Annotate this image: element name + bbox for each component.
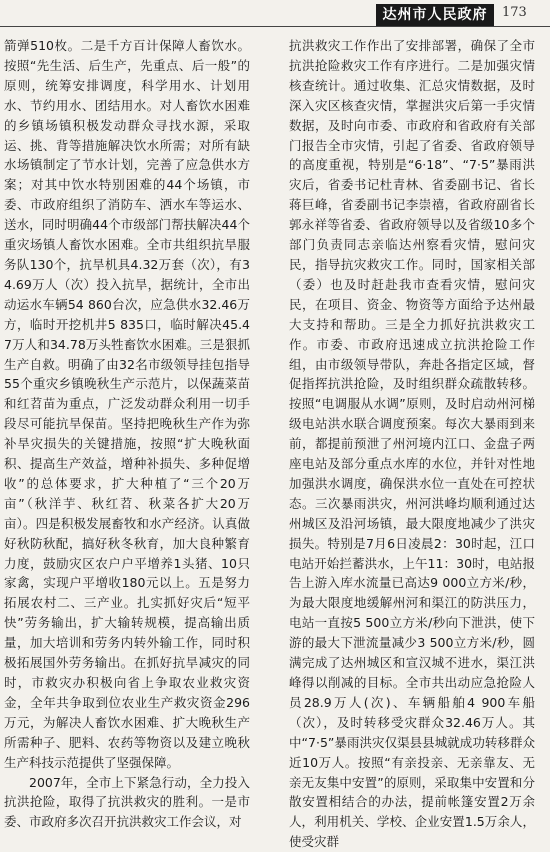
header-rule [0,26,550,27]
right-column [289,36,535,852]
page-header [0,0,550,28]
paragraph: 箭弹510枚。二是千方百计保障人畜饮水。按照“先生活、后生产，先重点、后一般”的原则，统筹安排调度，科学用水、计划用水、节约用水、团结用水。对人畜饮水困难的乡镇场镇积极发动群众寻找水源，采取运、挑、背等措施解决饮水所需；对所有缺水场镇制定了节水计划，完善了应急供水方案；对其中饮水特别困难的44个场镇，市委、市政府组织了消防车、洒水车等运水、送水，同时明确44个市级部门帮扶解决44个重灾场镇人畜饮水困难。全市共组织抗旱服务队130个，抗旱机具4.32万套（次），有34.69万人（次）投入抗旱，据统计，全市出动运水车辆54 860台次，应急供水32.46万方，临时开挖机井5 835口，临时解决45.47万人和34.78万头牲畜饮水困难。三是狠抓生产自救。明确了由32名市级领导挂包指导55个重灾乡镇晚秋生产示范片，以保蔬菜苗和红苕苗为重点，广泛发动群众利用一切手段尽可能抗旱保苗。坚持把晚秋生产作为弥补旱灾损失的关键措施，按照“扩大晚秋面积、提高生产效益，增种补损失、多种促增收”的总体要求，扩大种植了“三个20万亩”（秋洋芋、秋红苕、秋菜各扩大20万亩）。四是积极发展畜牧和水产经济。认真做好秋防秋配，搞好秋冬秋育，加大良种繁育力度，鼓励灾区农户户平增养1头猪、10只家禽，实现户平增收180元以上。五是努力拓展农村二、三产业。扎实抓好灾后“短平快”劳务输出，扩大输转规模，提高输出质量，加大培训和劳务内转外输工作，同时积极拓展国外劳务输出。在抓好抗旱减灾的同时，市救灾办积极向省上争取农业救灾资金，全年共争取到位农业生产救灾资金296万元，为解决人畜饮水困难、扩大晚秋生产所需种子、肥料、农药等物资以及建立晚秋生产科技示范提供了坚强保障。 [4,38,250,770]
page-number: 173 [502,5,527,20]
left-column [4,36,250,832]
paragraph: 2007年，全市上下紧急行动，全力投入抗洪抢险，取得了抗洪救灾的胜利。一是市委、市政府多次召开抗洪救灾工作会议，对 [4,774,250,830]
header-title: 达州市人民政府 [376,4,494,26]
paragraph: 抗洪救灾工作作出了安排部署，确保了全市抗洪抢险救灾工作有序进行。二是加强灾情核查统计。通过收集、汇总灾情数据，及时深入灾区核查灾情，掌握洪灾后第一手灾情数据，及时向市委、市政府和省政府有关部门报告全市灾情，引起了省委、省政府领导的高度重视，特别是“6·18”、“7·5”暴雨洪灾后，省委书记杜青林、省委副书记、省长蒋巨峰，省委副书记李崇禧，省政府副省长郭永祥等省委、省政府领导以及省级10多个部门负责同志亲临达州察看灾情，慰问灾民，指导抗灾救灾工作。同时，国家相关部（委）也及时赶赴我市查看灾情，慰问灾民，在项目、资金、物资等方面给予达州最大支持和帮助。三是全力抓好抗洪救灾工作。市委、市政府迅速成立抗洪抢险工作组，由市级领导带队，奔赴各指定区域，督促指挥抗洪抢险，及时组织群众疏散转移。按照“电调服从水调”原则，及时启动州河梯级电站洪水联合调度预案。每次大暴雨到来前，都提前预泄了州河境内江口、金盘子两座电站及部分重点水库的水位，并针对性地加强洪水调度，确保洪水位一直处在可控状态。三次暴雨洪灾，州河洪峰均顺利通过达州城区及沿河场镇，最大限度地减少了洪灾损失。特别是7月6日凌晨2：30时起，江口电站开始拦蓄洪水，上午11：30时，电站报告上游入库水流量已高达9 000立方米/秒，为最大限度地缓解州河和渠江的防洪压力，电站一直按5 500立方米/秒向下泄洪，使下游的最大下泄流量减少3 500立方米/秒，圆满完成了达州城区和宣汉城不进水，渠江洪峰得以削减的目标。全市共出动应急抢险人员28.9万人(次)、车辆船舶4 900车船（次），及时转移受灾群众32.46万人。其中“7·5”暴雨洪灾仅渠县县城就成功转移群众近10万人。按照“有亲投亲、无亲靠友、无亲无友集中安置”的原则，采取集中安置和分散安置相结合的办法，提前帐篷安置2万余人，利用机关、学校、企业安置1.5万余人，使受灾群 [289,38,535,850]
